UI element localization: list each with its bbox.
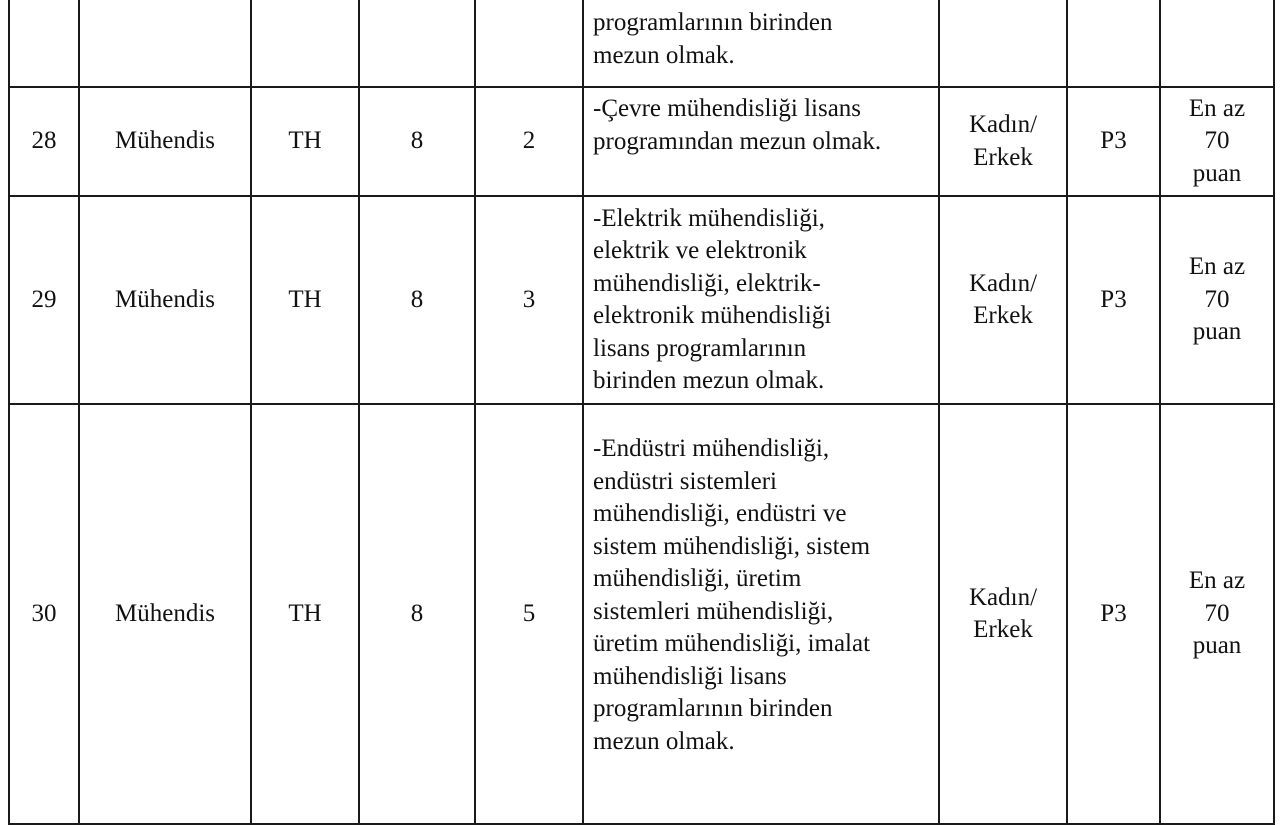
cell-category: TH	[251, 404, 359, 824]
table-row	[9, 404, 1274, 824]
cell-count	[475, 0, 583, 87]
cell-count: 5	[475, 404, 583, 824]
table-row-continuation	[9, 0, 1274, 87]
requirement-line: mühendisliği, endüstri ve	[593, 500, 847, 527]
gender-line: Kadın/	[968, 111, 1038, 138]
requirement-line: programlarının birinden	[593, 695, 833, 722]
cell-gender	[939, 87, 1067, 196]
table-row	[9, 196, 1274, 404]
cell-exam: P3	[1067, 87, 1160, 196]
gender-line: Kadın/	[968, 583, 1038, 611]
score-line: En az	[1188, 94, 1246, 122]
cell-title: Mühendis	[79, 404, 251, 824]
requirement-line: elektronik mühendisliği	[593, 302, 832, 329]
requirement-line: mühendisliği, üretim	[593, 565, 802, 592]
cell-no: 28	[9, 87, 79, 196]
requirement-line: programlarının birinden	[593, 9, 833, 36]
score-line: 70	[1204, 599, 1230, 627]
requirement-line: sistemleri mühendisliği,	[593, 597, 834, 625]
positions-table	[8, 0, 1275, 825]
score-line: En az	[1188, 253, 1246, 281]
cell-title	[79, 0, 251, 87]
cell-requirement	[583, 0, 939, 87]
requirement-line: -Elektrik mühendisliği,	[593, 204, 825, 232]
cell-category: TH	[251, 196, 359, 404]
cell-category	[251, 0, 359, 87]
requirement-line: sistem mühendisliği, sistem	[593, 532, 871, 560]
cell-exam: P3	[1067, 404, 1160, 824]
requirement-line: endüstri sistemleri	[593, 467, 777, 495]
cell-score	[1160, 0, 1274, 87]
cell-grade: 8	[359, 87, 475, 196]
score-line: En az	[1188, 567, 1246, 595]
cell-no: 30	[9, 404, 79, 824]
requirement-line: mühendisliği lisans	[593, 662, 787, 690]
cell-count: 3	[475, 196, 583, 404]
score-line: 70	[1204, 127, 1230, 155]
requirement-line: üretim mühendisliği, imalat	[593, 630, 871, 657]
requirement-line: birinden mezun olmak.	[593, 367, 825, 394]
cell-grade: 8	[359, 404, 475, 824]
gender-line: Erkek	[973, 616, 1033, 643]
cell-requirement	[583, 404, 939, 824]
gender-line: Erkek	[973, 143, 1033, 171]
cell-category: TH	[251, 87, 359, 196]
cell-grade: 8	[359, 196, 475, 404]
cell-exam	[1067, 0, 1160, 87]
requirement-line: mezun olmak.	[593, 727, 735, 755]
score-line: 70	[1204, 285, 1230, 313]
score-line: puan	[1192, 318, 1242, 346]
cell-exam: P3	[1067, 196, 1160, 404]
requirement-line: -Çevre mühendisliği lisans	[593, 95, 862, 122]
cell-title: Mühendis	[79, 196, 251, 404]
cell-requirement	[583, 87, 939, 196]
gender-line: Erkek	[973, 302, 1033, 329]
requirement-line: -Endüstri mühendisliği,	[593, 435, 830, 462]
requirement-line: mezun olmak.	[593, 41, 735, 69]
cell-no: 29	[9, 196, 79, 404]
cell-count: 2	[475, 87, 583, 196]
score-line: puan	[1192, 632, 1242, 660]
cell-requirement	[583, 196, 939, 404]
cell-gender	[939, 196, 1067, 404]
table-row	[9, 87, 1274, 196]
cell-gender	[939, 404, 1067, 824]
requirement-line: programından mezun olmak.	[593, 127, 882, 155]
requirement-line: mühendisliği, elektrik-	[593, 269, 821, 297]
cell-title: Mühendis	[79, 87, 251, 196]
requirement-line: lisans programlarının	[593, 334, 807, 362]
cell-score	[1160, 87, 1274, 196]
cell-gender	[939, 0, 1067, 87]
cell-no	[9, 0, 79, 87]
cell-score	[1160, 196, 1274, 404]
cell-score	[1160, 404, 1274, 824]
requirement-line: elektrik ve elektronik	[593, 237, 807, 264]
score-line: puan	[1192, 159, 1242, 187]
gender-line: Kadın/	[968, 269, 1038, 297]
cell-grade	[359, 0, 475, 87]
